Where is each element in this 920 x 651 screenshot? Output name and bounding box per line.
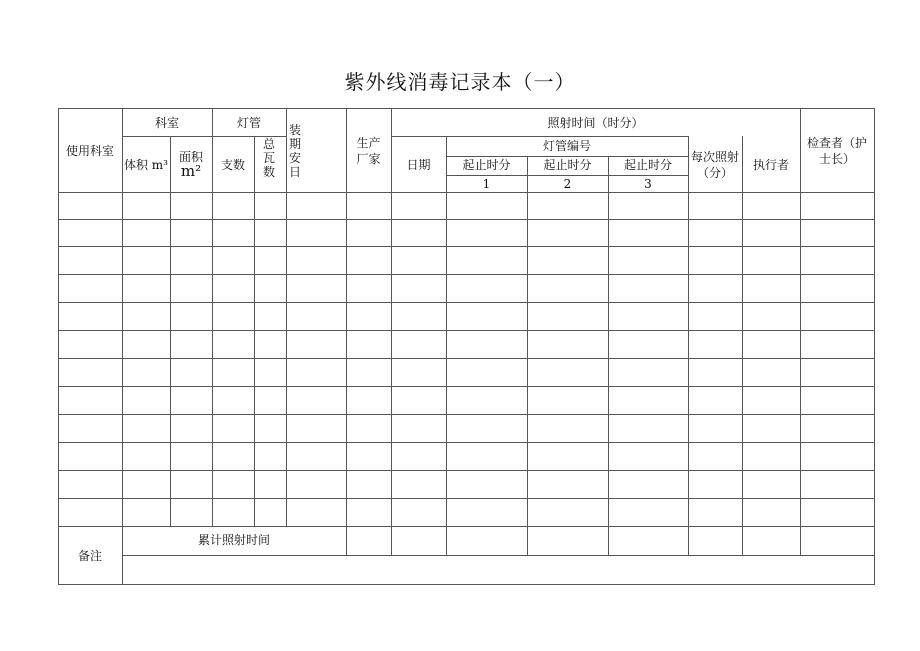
header-date: 日期 bbox=[406, 158, 431, 172]
header-dept: 科室 bbox=[154, 116, 179, 130]
header-executor: 执行者 bbox=[752, 158, 789, 172]
header-no-2: 2 bbox=[563, 177, 572, 191]
page-title: 紫外线消毒记录本（一） bbox=[344, 70, 576, 94]
header-lamp-no: 灯管编号 bbox=[542, 139, 591, 153]
header-checker-1: 检查者（护 bbox=[806, 136, 867, 150]
header-dept-use: 使用科室 bbox=[65, 144, 114, 158]
footer-remarks: 备注 bbox=[77, 549, 102, 563]
header-checker-2: 士长） bbox=[818, 152, 855, 166]
header-each-time-1: 每次照射 bbox=[690, 150, 739, 164]
header-area: 面积 bbox=[178, 150, 203, 164]
header-lamp: 灯管 bbox=[236, 116, 261, 130]
footer-cumulative: 累计照射时间 bbox=[197, 533, 270, 547]
header-total-watt: 总瓦数 bbox=[262, 137, 275, 179]
header-no-1: 1 bbox=[482, 177, 491, 191]
header-manufacturer-1: 生产 bbox=[356, 136, 381, 150]
header-manufacturer-2: 厂家 bbox=[356, 152, 381, 166]
header-no-3: 3 bbox=[644, 177, 652, 191]
header-area-unit: m² bbox=[180, 162, 202, 180]
header-irradiation-time: 照射时间（时分） bbox=[547, 116, 644, 130]
header-install-date: 装期安日 bbox=[288, 123, 301, 179]
header-count: 支数 bbox=[220, 158, 245, 172]
header-start-stop-3: 起止时分 bbox=[623, 158, 672, 172]
header-start-stop-2: 起止时分 bbox=[543, 158, 592, 172]
header-volume: 体积 m³ bbox=[123, 158, 168, 172]
header-start-stop-1: 起止时分 bbox=[462, 158, 511, 172]
header-each-time-2: （分） bbox=[696, 166, 733, 180]
